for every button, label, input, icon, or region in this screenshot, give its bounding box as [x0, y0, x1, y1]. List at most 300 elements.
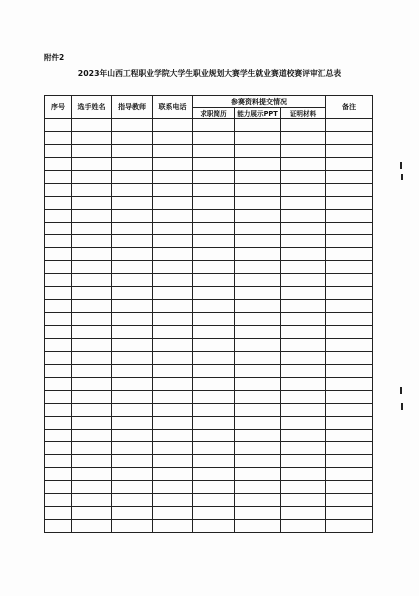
table-row — [45, 222, 373, 235]
table-cell[interactable] — [193, 209, 235, 222]
table-row — [45, 235, 373, 248]
table-cell[interactable] — [112, 222, 153, 235]
table-cell[interactable] — [326, 338, 373, 351]
table-cell[interactable] — [45, 494, 72, 507]
table-cell[interactable] — [72, 144, 112, 157]
table-cell[interactable] — [326, 170, 373, 183]
table-cell[interactable] — [112, 326, 153, 339]
table-cell[interactable] — [153, 351, 193, 364]
table-cell[interactable] — [193, 144, 235, 157]
table-cell[interactable] — [281, 338, 326, 351]
table-cell[interactable] — [235, 300, 281, 313]
table-cell[interactable] — [112, 455, 153, 468]
table-cell[interactable] — [235, 351, 281, 364]
table-cell[interactable] — [153, 338, 193, 351]
table-row — [45, 481, 373, 494]
table-cell[interactable] — [72, 196, 112, 209]
table-cell[interactable] — [112, 209, 153, 222]
table-cell[interactable] — [235, 131, 281, 144]
table-cell[interactable] — [281, 157, 326, 170]
table-cell[interactable] — [153, 507, 193, 520]
table-cell[interactable] — [153, 209, 193, 222]
table-cell[interactable] — [153, 455, 193, 468]
table-cell[interactable] — [281, 455, 326, 468]
table-cell[interactable] — [235, 494, 281, 507]
table-cell[interactable] — [72, 468, 112, 481]
table-cell[interactable] — [112, 520, 153, 533]
table-cell[interactable] — [326, 144, 373, 157]
table-cell[interactable] — [45, 351, 72, 364]
table-cell[interactable] — [45, 377, 72, 390]
table-cell[interactable] — [153, 481, 193, 494]
table-cell[interactable] — [235, 119, 281, 132]
table-cell[interactable] — [153, 196, 193, 209]
table-cell[interactable] — [112, 235, 153, 248]
table-cell[interactable] — [326, 416, 373, 429]
table-cell[interactable] — [153, 326, 193, 339]
table-cell[interactable] — [72, 235, 112, 248]
table-cell[interactable] — [326, 351, 373, 364]
table-row — [45, 351, 373, 364]
table-cell[interactable] — [193, 274, 235, 287]
table-row — [45, 520, 373, 533]
table-cell[interactable] — [153, 287, 193, 300]
table-cell[interactable] — [326, 403, 373, 416]
table-cell[interactable] — [326, 222, 373, 235]
table-cell[interactable] — [112, 429, 153, 442]
table-cell[interactable] — [72, 364, 112, 377]
table-cell[interactable] — [281, 416, 326, 429]
table-cell[interactable] — [45, 196, 72, 209]
table-cell[interactable] — [72, 131, 112, 144]
document-title: 2023年山西工程职业学院大学生职业规划大赛学生就业赛道校赛评审汇总表 — [77, 69, 342, 78]
table-cell[interactable] — [153, 235, 193, 248]
table-cell[interactable] — [72, 170, 112, 183]
table-cell[interactable] — [45, 157, 72, 170]
table-cell[interactable] — [112, 468, 153, 481]
table-cell[interactable] — [72, 455, 112, 468]
table-cell[interactable] — [193, 416, 235, 429]
table-cell[interactable] — [193, 520, 235, 533]
header-remarks: 备注 — [326, 96, 373, 119]
table-cell[interactable] — [281, 170, 326, 183]
table-cell[interactable] — [235, 403, 281, 416]
table-cell[interactable] — [153, 442, 193, 455]
table-cell[interactable] — [72, 119, 112, 132]
table-cell[interactable] — [326, 313, 373, 326]
table-cell[interactable] — [193, 507, 235, 520]
table-cell[interactable] — [112, 351, 153, 364]
table-cell[interactable] — [235, 274, 281, 287]
table-cell[interactable] — [112, 481, 153, 494]
table-cell[interactable] — [281, 313, 326, 326]
table-cell[interactable] — [45, 248, 72, 261]
table-cell[interactable] — [326, 326, 373, 339]
table-cell[interactable] — [153, 390, 193, 403]
table-cell[interactable] — [153, 313, 193, 326]
table-cell[interactable] — [326, 157, 373, 170]
table-cell[interactable] — [281, 287, 326, 300]
table-cell[interactable] — [45, 131, 72, 144]
table-cell[interactable] — [235, 507, 281, 520]
table-row — [45, 170, 373, 183]
table-cell[interactable] — [235, 196, 281, 209]
table-cell[interactable] — [45, 235, 72, 248]
table-cell[interactable] — [112, 377, 153, 390]
table-cell[interactable] — [72, 494, 112, 507]
table-cell[interactable] — [281, 507, 326, 520]
table-cell[interactable] — [153, 468, 193, 481]
table-cell[interactable] — [281, 248, 326, 261]
table-cell[interactable] — [72, 507, 112, 520]
header-certificates: 证明材料 — [281, 108, 326, 119]
table-cell[interactable] — [45, 119, 72, 132]
table-cell[interactable] — [326, 235, 373, 248]
table-row — [45, 144, 373, 157]
table-cell[interactable] — [326, 468, 373, 481]
scan-mark — [401, 403, 403, 410]
table-cell[interactable] — [153, 274, 193, 287]
table-cell[interactable] — [235, 209, 281, 222]
table-cell[interactable] — [193, 338, 235, 351]
summary-table — [44, 95, 373, 533]
table-cell[interactable] — [72, 429, 112, 442]
table-cell[interactable] — [45, 183, 72, 196]
table-row — [45, 455, 373, 468]
table-cell[interactable] — [235, 468, 281, 481]
table-cell[interactable] — [193, 119, 235, 132]
table-cell[interactable] — [112, 416, 153, 429]
table-cell[interactable] — [72, 520, 112, 533]
table-cell[interactable] — [45, 313, 72, 326]
table-cell[interactable] — [153, 416, 193, 429]
table-cell[interactable] — [326, 274, 373, 287]
table-cell[interactable] — [112, 196, 153, 209]
table-cell[interactable] — [45, 520, 72, 533]
table-cell[interactable] — [45, 261, 72, 274]
table-cell[interactable] — [193, 183, 235, 196]
table-row — [45, 416, 373, 429]
table-row — [45, 209, 373, 222]
table-cell[interactable] — [235, 442, 281, 455]
table-cell[interactable] — [326, 287, 373, 300]
table-cell[interactable] — [112, 248, 153, 261]
table-cell[interactable] — [326, 196, 373, 209]
table-cell[interactable] — [235, 235, 281, 248]
table-cell[interactable] — [281, 119, 326, 132]
table-cell[interactable] — [153, 494, 193, 507]
table-cell[interactable] — [72, 157, 112, 170]
table-cell[interactable] — [235, 183, 281, 196]
table-cell[interactable] — [281, 261, 326, 274]
table-cell[interactable] — [326, 455, 373, 468]
table-cell[interactable] — [281, 131, 326, 144]
header-resume: 求职简历 — [193, 108, 235, 119]
table-cell[interactable] — [281, 520, 326, 533]
table-cell[interactable] — [112, 338, 153, 351]
table-cell[interactable] — [112, 131, 153, 144]
table-cell[interactable] — [45, 170, 72, 183]
table-cell[interactable] — [72, 274, 112, 287]
table-cell[interactable] — [235, 520, 281, 533]
table-cell[interactable] — [281, 442, 326, 455]
table-cell[interactable] — [281, 377, 326, 390]
table-cell[interactable] — [112, 170, 153, 183]
table-cell[interactable] — [112, 261, 153, 274]
table-row — [45, 429, 373, 442]
table-cell[interactable] — [153, 403, 193, 416]
table-cell[interactable] — [72, 300, 112, 313]
table-cell[interactable] — [112, 274, 153, 287]
table-cell[interactable] — [72, 261, 112, 274]
table-cell[interactable] — [112, 364, 153, 377]
table-cell[interactable] — [45, 481, 72, 494]
table-cell[interactable] — [235, 287, 281, 300]
table-cell[interactable] — [281, 390, 326, 403]
table-cell[interactable] — [45, 403, 72, 416]
table-cell[interactable] — [281, 468, 326, 481]
table-cell[interactable] — [326, 261, 373, 274]
table-cell[interactable] — [326, 442, 373, 455]
table-cell[interactable] — [193, 248, 235, 261]
table-cell[interactable] — [45, 364, 72, 377]
table-cell[interactable] — [281, 209, 326, 222]
table-row — [45, 119, 373, 132]
table-cell[interactable] — [153, 520, 193, 533]
table-cell[interactable] — [281, 494, 326, 507]
table-cell[interactable] — [326, 183, 373, 196]
table-cell[interactable] — [45, 507, 72, 520]
scan-mark — [401, 174, 403, 180]
table-cell[interactable] — [112, 313, 153, 326]
header-phone: 联系电话 — [153, 96, 193, 119]
table-cell[interactable] — [281, 235, 326, 248]
table-cell[interactable] — [281, 403, 326, 416]
table-cell[interactable] — [235, 326, 281, 339]
table-cell[interactable] — [326, 300, 373, 313]
table-row — [45, 313, 373, 326]
table-cell[interactable] — [193, 326, 235, 339]
table-cell[interactable] — [235, 416, 281, 429]
table-cell[interactable] — [235, 313, 281, 326]
table-cell[interactable] — [112, 144, 153, 157]
table-row — [45, 287, 373, 300]
table-cell[interactable] — [72, 222, 112, 235]
table-row — [45, 377, 373, 390]
table-cell[interactable] — [45, 209, 72, 222]
table-cell[interactable] — [281, 196, 326, 209]
table-cell[interactable] — [193, 351, 235, 364]
table-row — [45, 326, 373, 339]
table-cell[interactable] — [112, 390, 153, 403]
table-cell[interactable] — [326, 131, 373, 144]
table-cell[interactable] — [235, 338, 281, 351]
table-cell[interactable] — [45, 429, 72, 442]
table-cell[interactable] — [193, 429, 235, 442]
table-cell[interactable] — [45, 274, 72, 287]
table-cell[interactable] — [193, 170, 235, 183]
table-cell[interactable] — [281, 351, 326, 364]
table-cell[interactable] — [153, 377, 193, 390]
table-cell[interactable] — [235, 481, 281, 494]
table-cell[interactable] — [112, 494, 153, 507]
table-cell[interactable] — [45, 390, 72, 403]
table-cell[interactable] — [235, 364, 281, 377]
table-row — [45, 183, 373, 196]
table-cell[interactable] — [72, 481, 112, 494]
header-student-name: 选手姓名 — [72, 96, 112, 119]
table-cell[interactable] — [193, 196, 235, 209]
table-cell[interactable] — [281, 481, 326, 494]
table-cell[interactable] — [153, 144, 193, 157]
table-cell[interactable] — [281, 364, 326, 377]
table-cell[interactable] — [153, 364, 193, 377]
table-row — [45, 261, 373, 274]
table-cell[interactable] — [153, 170, 193, 183]
table-cell[interactable] — [45, 144, 72, 157]
table-cell[interactable] — [281, 326, 326, 339]
table-cell[interactable] — [193, 455, 235, 468]
table-cell[interactable] — [326, 364, 373, 377]
table-row — [45, 157, 373, 170]
table-cell[interactable] — [193, 377, 235, 390]
table-cell[interactable] — [193, 300, 235, 313]
table-cell[interactable] — [72, 390, 112, 403]
table-row — [45, 274, 373, 287]
table-cell[interactable] — [45, 338, 72, 351]
table-row — [45, 300, 373, 313]
table-cell[interactable] — [193, 468, 235, 481]
table-cell[interactable] — [45, 326, 72, 339]
table-cell[interactable] — [153, 157, 193, 170]
table-cell[interactable] — [326, 429, 373, 442]
header-instructor: 指导教师 — [112, 96, 153, 119]
table-cell[interactable] — [45, 287, 72, 300]
table-cell[interactable] — [45, 468, 72, 481]
table-cell[interactable] — [235, 222, 281, 235]
table-cell[interactable] — [45, 300, 72, 313]
table-cell[interactable] — [326, 209, 373, 222]
table-cell[interactable] — [193, 261, 235, 274]
table-row — [45, 468, 373, 481]
table-cell[interactable] — [112, 507, 153, 520]
table-cell[interactable] — [193, 364, 235, 377]
table-cell[interactable] — [193, 494, 235, 507]
table-cell[interactable] — [326, 377, 373, 390]
table-cell[interactable] — [193, 481, 235, 494]
table-cell[interactable] — [153, 119, 193, 132]
table-cell[interactable] — [326, 507, 373, 520]
table-cell[interactable] — [326, 390, 373, 403]
table-cell[interactable] — [72, 442, 112, 455]
table-cell[interactable] — [45, 442, 72, 455]
table-row — [45, 338, 373, 351]
table-cell[interactable] — [72, 403, 112, 416]
table-cell[interactable] — [235, 157, 281, 170]
table-cell[interactable] — [193, 313, 235, 326]
table-cell[interactable] — [72, 416, 112, 429]
attachment-label: 附件2 — [44, 53, 65, 62]
table-cell[interactable] — [72, 209, 112, 222]
table-row — [45, 390, 373, 403]
table-cell[interactable] — [326, 520, 373, 533]
header-materials-group: 参赛资料提交情况 — [193, 96, 326, 108]
table-cell[interactable] — [45, 222, 72, 235]
table-cell[interactable] — [235, 144, 281, 157]
table-cell[interactable] — [112, 287, 153, 300]
table-header-row — [45, 96, 373, 108]
table-cell[interactable] — [281, 429, 326, 442]
table-cell[interactable] — [72, 351, 112, 364]
table-cell[interactable] — [193, 442, 235, 455]
table-cell[interactable] — [326, 494, 373, 507]
table-cell[interactable] — [281, 274, 326, 287]
table-cell[interactable] — [326, 248, 373, 261]
table-row — [45, 442, 373, 455]
table-cell[interactable] — [235, 248, 281, 261]
table-cell[interactable] — [153, 261, 193, 274]
table-cell[interactable] — [112, 403, 153, 416]
table-row — [45, 364, 373, 377]
table-cell[interactable] — [72, 183, 112, 196]
table-cell[interactable] — [235, 170, 281, 183]
table-body — [45, 119, 373, 533]
table-cell[interactable] — [45, 455, 72, 468]
table-cell[interactable] — [72, 313, 112, 326]
table-cell[interactable] — [112, 442, 153, 455]
table-cell[interactable] — [193, 235, 235, 248]
table-cell[interactable] — [112, 119, 153, 132]
table-row — [45, 131, 373, 144]
table-cell[interactable] — [193, 390, 235, 403]
table-cell[interactable] — [153, 183, 193, 196]
table-cell[interactable] — [235, 377, 281, 390]
table-row — [45, 507, 373, 520]
table-cell[interactable] — [72, 377, 112, 390]
table-cell[interactable] — [281, 183, 326, 196]
table-cell[interactable] — [112, 300, 153, 313]
table-cell[interactable] — [112, 157, 153, 170]
scan-mark — [400, 162, 402, 169]
table-cell[interactable] — [72, 326, 112, 339]
table-cell[interactable] — [193, 403, 235, 416]
table-cell[interactable] — [193, 157, 235, 170]
table-cell[interactable] — [281, 222, 326, 235]
table-cell[interactable] — [193, 222, 235, 235]
table-cell[interactable] — [72, 248, 112, 261]
table-cell[interactable] — [153, 248, 193, 261]
table-cell[interactable] — [235, 455, 281, 468]
table-cell[interactable] — [45, 416, 72, 429]
table-cell[interactable] — [72, 338, 112, 351]
table-cell[interactable] — [153, 300, 193, 313]
table-cell[interactable] — [153, 131, 193, 144]
table-row — [45, 494, 373, 507]
table-cell[interactable] — [193, 287, 235, 300]
table-cell[interactable] — [235, 390, 281, 403]
table-cell[interactable] — [235, 429, 281, 442]
table-cell[interactable] — [326, 481, 373, 494]
table-cell[interactable] — [112, 183, 153, 196]
table-cell[interactable] — [72, 287, 112, 300]
table-cell[interactable] — [326, 119, 373, 132]
table-cell[interactable] — [153, 222, 193, 235]
table-cell[interactable] — [235, 261, 281, 274]
table-cell[interactable] — [193, 131, 235, 144]
table-cell[interactable] — [153, 429, 193, 442]
table-cell[interactable] — [281, 300, 326, 313]
table-cell[interactable] — [281, 144, 326, 157]
